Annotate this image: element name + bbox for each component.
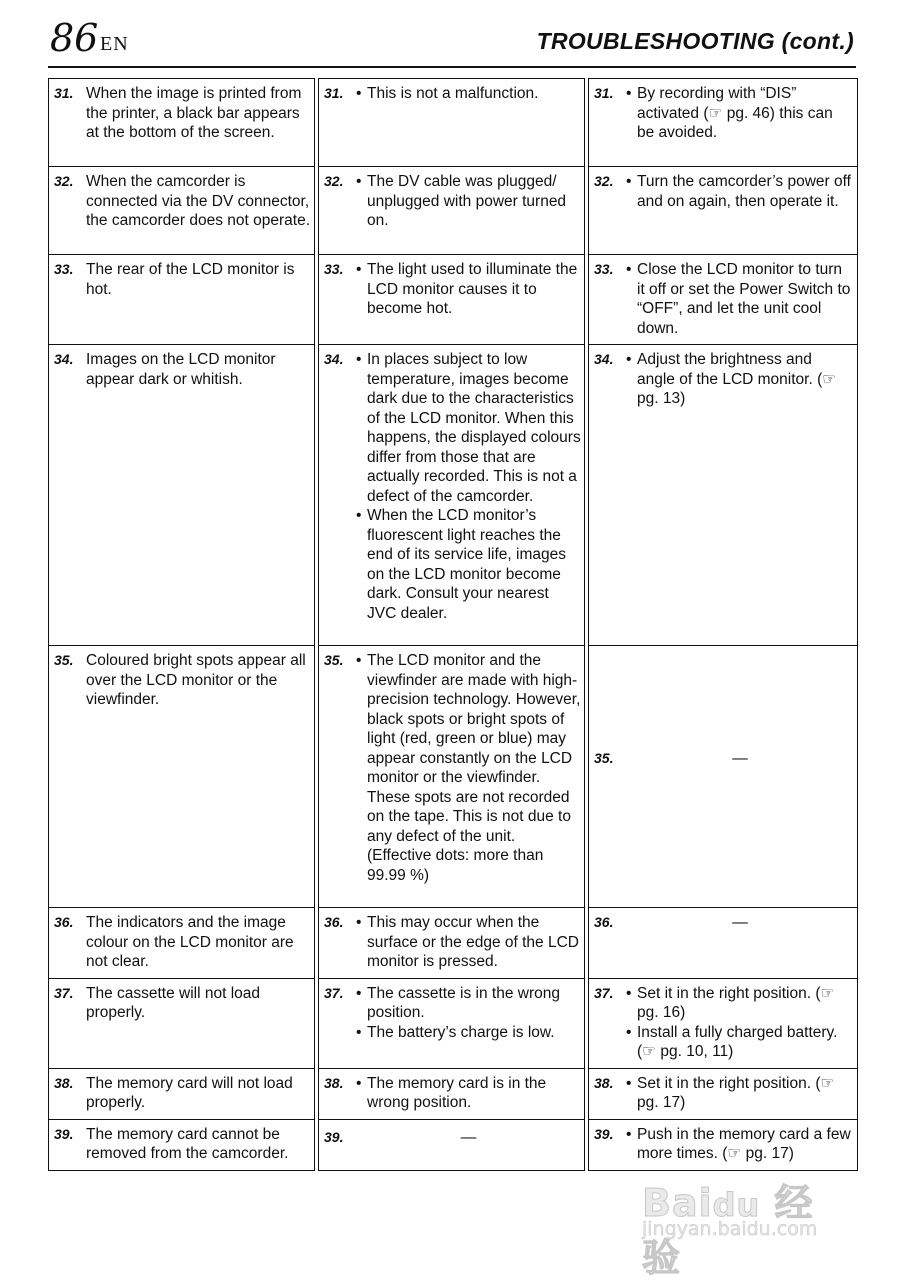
item-number: 35. (54, 652, 74, 668)
cause-bullet: • This may occur when the surface or the edge of the LCD monitor is pressed. (356, 913, 581, 972)
trouble-row (49, 646, 858, 908)
symptom-text: The memory card cannot be removed from the camcorder. (86, 1125, 289, 1162)
cause-bullet: • The DV cable was plugged/ unplugged with power turned on. (356, 172, 581, 231)
item-number: 38. (594, 1074, 614, 1091)
trouble-row (49, 908, 858, 979)
item-number: 34. (54, 351, 74, 367)
item-number: 38. (324, 1074, 344, 1091)
symptom-text: When the camcorder is connected via the DV connector, the camcorder does not operate. (86, 173, 311, 229)
action-cell (589, 908, 858, 979)
cause-bullet: • This is not a malfunction. (356, 84, 581, 104)
symptom-text: The memory card will not load properly. (86, 1074, 293, 1111)
action-cell (589, 978, 858, 1068)
symptom-cell (49, 1068, 315, 1119)
action-cell (589, 255, 858, 345)
cause-cell (319, 978, 585, 1068)
item-number: 37. (594, 984, 614, 1001)
cause-bullet: • When the LCD monitor’s fluorescent light reaches the end of its service life, images on the LCD monitor become dark. Consult your nearest JVC dealer. (356, 506, 581, 623)
item-number: 36. (54, 914, 74, 930)
cause-cell (319, 167, 585, 255)
action-bullet: • Turn the camcorder’s power off and on again, then operate it. (626, 172, 854, 211)
action-bullet: • By recording with “DIS” activated (☞ pg. 46) this can be avoided. (626, 84, 854, 143)
item-number: 37. (54, 984, 74, 1001)
cause-bullet: • The battery’s charge is low. (356, 1023, 581, 1043)
action-cell (589, 646, 858, 908)
cause-bullet: • The memory card is in the wrong position. (356, 1074, 581, 1113)
cause-cell (319, 345, 585, 646)
empty-dash: — (460, 1128, 477, 1146)
symptom-cell (49, 79, 315, 167)
item-number: 35. (324, 652, 344, 668)
symptom-cell (49, 646, 315, 908)
cause-bullet: • The cassette is in the wrong position. (356, 984, 581, 1023)
symptom-cell (49, 167, 315, 255)
action-bullet: • Adjust the brightness and angle of the LCD monitor. (☞ pg. 13) (626, 350, 854, 409)
item-number: 33. (324, 261, 344, 277)
item-number: 36. (324, 914, 344, 930)
trouble-row (49, 1119, 858, 1170)
symptom-text: The indicators and the image colour on the LCD monitor are not clear. (86, 914, 294, 970)
trouble-row (49, 167, 858, 255)
cause-cell (319, 79, 585, 167)
item-number: 31. (594, 85, 614, 101)
trouble-row (49, 255, 858, 345)
symptom-cell (49, 908, 315, 979)
page-language: EN (100, 33, 129, 55)
item-number: 39. (594, 1125, 614, 1142)
cause-cell (319, 255, 585, 345)
item-number: 37. (324, 984, 344, 1001)
symptom-cell (49, 345, 315, 646)
symptom-text: The cassette will not load properly. (86, 984, 261, 1021)
action-cell (589, 1068, 858, 1119)
item-number: 32. (324, 173, 344, 189)
item-number: 35. (594, 750, 614, 766)
baidu-watermark (642, 1172, 852, 1280)
item-number: 36. (594, 914, 614, 930)
cause-cell (319, 1119, 585, 1170)
action-bullet: • Close the LCD monitor to turn it off or set the Power Switch to “OFF”, and let the unit cool down. (626, 260, 854, 338)
trouble-row (49, 978, 858, 1068)
trouble-row (49, 345, 858, 646)
empty-dash: — (732, 750, 748, 767)
symptom-text: The rear of the LCD monitor is hot. (86, 261, 295, 298)
symptom-text: Images on the LCD monitor appear dark or whitish. (86, 351, 276, 388)
item-number: 34. (594, 351, 614, 367)
symptom-cell (49, 978, 315, 1068)
header-rule (48, 66, 856, 68)
page-title: TROUBLESHOOTING (cont.) (536, 28, 854, 54)
item-number: 31. (324, 85, 344, 101)
item-number: 34. (324, 351, 344, 367)
watermark-url: jingyan.baidu.com (642, 1218, 818, 1240)
cause-bullet: • The light used to illuminate the LCD monitor causes it to become hot. (356, 260, 581, 319)
trouble-row (49, 79, 858, 167)
item-number: 32. (54, 173, 74, 189)
action-cell (589, 1119, 858, 1170)
action-cell (589, 345, 858, 646)
item-number: 38. (54, 1074, 74, 1091)
symptom-text: When the image is printed from the printer, a black bar appears at the bottom of the screen. (86, 85, 302, 141)
symptom-cell (49, 1119, 315, 1170)
cause-cell (319, 646, 585, 908)
item-number: 33. (594, 261, 614, 277)
item-number: 32. (594, 173, 614, 189)
troubleshooting-table (48, 78, 858, 1171)
action-bullet: • Set it in the right position. (☞ pg. 16) (626, 984, 854, 1023)
symptom-cell (49, 255, 315, 345)
watermark-logo: Baidu 经验 (642, 1181, 814, 1280)
empty-dash: — (732, 914, 748, 931)
cause-bullet: • In places subject to low temperature, images become dark due to the characteristics of the LCD monitor. When this happens, the displayed colours differ from those that are actually recorded. This is not a defect of the camcorder. (356, 350, 581, 506)
item-number: 39. (324, 1128, 344, 1145)
cause-cell (319, 908, 585, 979)
cause-bullet: • The LCD monitor and the viewfinder are made with high-precision technology. However, black spots or bright spots of light (red, green or blue) may appear constantly on the LCD monitor or the viewfinder. These spots are not recorded on the tape. This is not due to any defect of the unit. (Effective dots: more than 99.99 %) (356, 651, 581, 885)
action-bullet: • Install a fully charged battery. (☞ pg. 10, 11) (626, 1023, 854, 1062)
cause-cell (319, 1068, 585, 1119)
trouble-row (49, 1068, 858, 1119)
item-number: 33. (54, 261, 74, 277)
item-number: 31. (54, 85, 74, 101)
action-bullet: • Push in the memory card a few more times. (☞ pg. 17) (626, 1125, 854, 1164)
action-cell (589, 167, 858, 255)
item-number: 39. (54, 1125, 74, 1142)
page-number: 86 (50, 16, 99, 60)
action-cell (589, 79, 858, 167)
action-bullet: • Set it in the right position. (☞ pg. 17) (626, 1074, 854, 1113)
symptom-text: Coloured bright spots appear all over the LCD monitor or the viewfinder. (86, 652, 306, 708)
